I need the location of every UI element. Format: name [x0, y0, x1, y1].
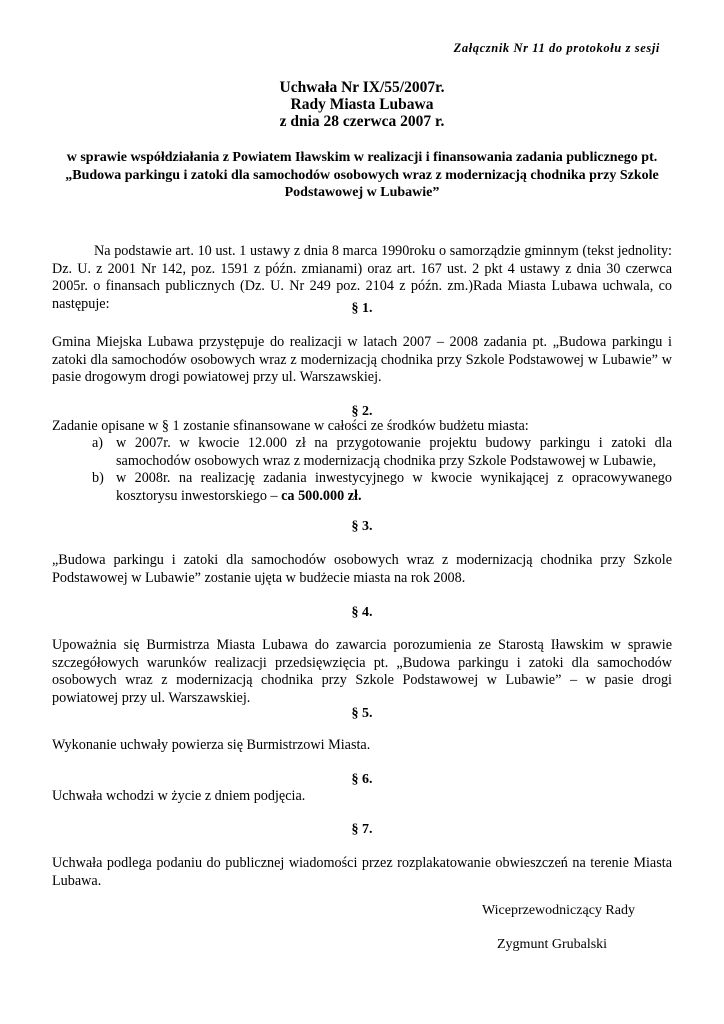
section-4-mark: § 4. [351, 605, 373, 620]
section-1-mark: § 1. [351, 301, 373, 316]
list-item-marker: b) [92, 470, 104, 486]
section-1-text: Gmina Miejska Lubawa przystępuje do realizacji w latach 2007 – 2008 zadania pt. „Budowa parkingu i zatoki dla samochodów osobowych wraz z modernizacją chodnika przy Szkole Podstawowej w Lubawie” w pasie drogowym drogi powiatowej przy ul. Warszawskiej. [52, 334, 672, 385]
amount-bold: ca 500.000 zł. [281, 487, 362, 504]
section-2-text: Zadanie opisane w § 1 zostanie sfinansowane w całości ze środków budżetu miasta: [52, 418, 529, 434]
section-2-mark: § 2. [351, 404, 373, 419]
section-3-mark: § 3. [351, 519, 373, 534]
section-6-mark: § 6. [351, 772, 373, 787]
section-6-text: Uchwała wchodzi w życie z dniem podjęcia. [52, 788, 306, 804]
section-7-mark: § 7. [351, 822, 373, 837]
section-3-text: „Budowa parkingu i zatoki dla samochodów osobowych wraz z modernizacją chodnika przy Szkole Podstawowej w Lubawie” zostanie ujęta w budżecie miasta na rok 2008. [52, 552, 672, 586]
title-line-council: Rady Miasta Lubawa [290, 96, 434, 113]
preamble: Na podstawie art. 10 ust. 1 ustawy z dnia 8 marca 1990roku o samorządzie gminnym (tekst jednolity: Dz. U. z 2001 Nr 142, poz. 1591 z późn. zmianami) oraz art. 167 ust. 2 pkt 4 ustawy z dnia 30 czerwca 2005r. o finansach publicznych (Dz. U. Nr 249 poz. 2104 z późn. zm.)Rada Miasta Lubawa uchwala, co następuje: [52, 243, 672, 312]
list-item-marker: a) [92, 435, 104, 451]
title-line-date: z dnia 28 czerwca 2007 r. [279, 113, 445, 130]
list-item [92, 470, 672, 505]
list-item [92, 435, 672, 470]
signature-role: Wiceprzewodniczący Rady [482, 903, 635, 918]
list-item-text: w 2008r. na realizację zadania inwestycyjnego w kwocie wynikającej z opracowywanego kosztorysu inwestorskiego – [116, 470, 672, 504]
section-4-text: Upoważnia się Burmistrza Miasta Lubawa do zawarcia porozumienia ze Starostą Iławskim w sprawie szczegółowych warunków realizacji przedsięwzięcia pt. „Budowa parkingu i zatoki dla samochodów osobowych wraz z modernizacją chodnika przy Szkole Podstawowej w Lubawie” – w pasie drogi powiatowej przy ul. Warszawskiej. [52, 637, 672, 706]
list-item-text: w 2007r. w kwocie 12.000 zł na przygotowanie projektu budowy parkingu i zatoki dla samochodów osobowych wraz z modernizacją chodnika przy Szkole Podstawowej w Lubawie, [116, 435, 672, 469]
signature-name: Zygmunt Grubalski [497, 937, 608, 952]
resolution-subject: w sprawie współdziałania z Powiatem Iławskim w realizacji i finansowania zadania publicznego pt. „Budowa parkingu i zatoki dla samochodów osobowych wraz z modernizacją chodnika przy Szkole Podstawowej w Lubawie” [65, 150, 659, 200]
section-5-text: Wykonanie uchwały powierza się Burmistrzowi Miasta. [52, 737, 371, 753]
attachment-note: Załącznik Nr 11 do protokołu z sesji [453, 41, 660, 55]
section-7-text: Uchwała podlega podaniu do publicznej wiadomości przez rozplakatowanie obwieszczeń na terenie Miasta Lubawa. [52, 855, 672, 889]
resolution-title [0, 79, 724, 130]
title-line-number: Uchwała Nr IX/55/2007r. [279, 79, 445, 96]
section-2-list [92, 435, 672, 505]
section-5-mark: § 5. [351, 706, 373, 721]
